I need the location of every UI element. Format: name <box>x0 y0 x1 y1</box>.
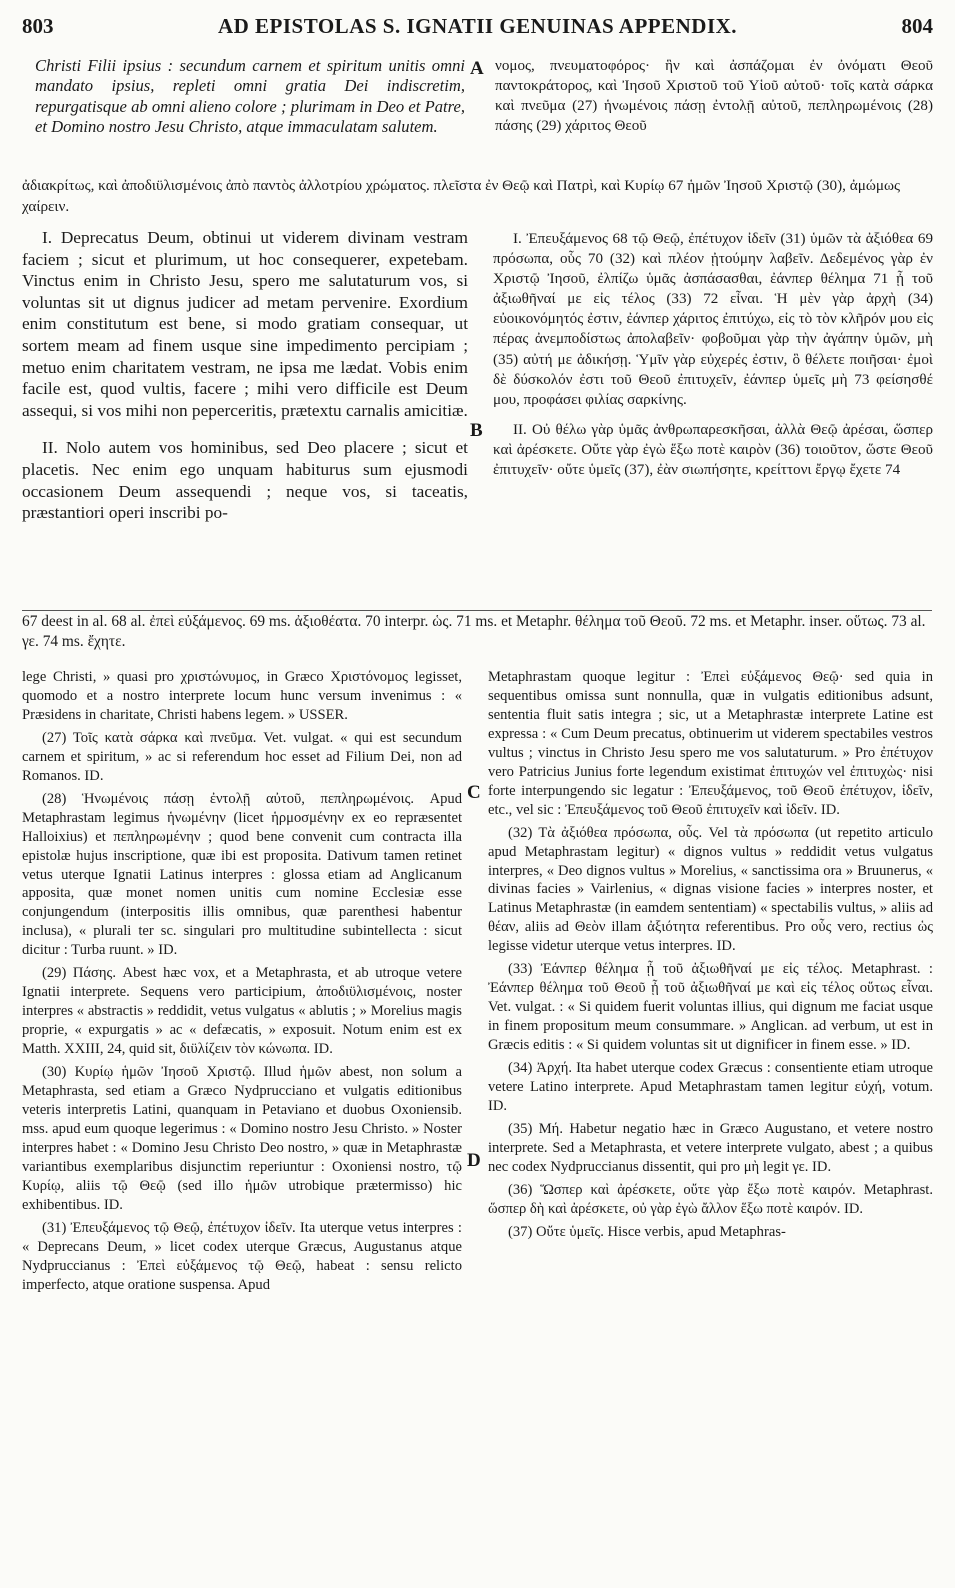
note: (31) Ἐπευξάμενος τῷ Θεῷ, ἐπέτυχον ἰδεῖν. Ita uterque vetus interpres : « Deprecans Deum, » licet codex uterque Græcus, Augustanus atque Nydpruccianus : Ἐπεὶ εὐξάμενος τῷ Θεῷ, habeat : sensu relicto imperfecto, atque oratione suspensa. Apud <box>22 1219 462 1293</box>
latin-paragraph-1: I. Deprecatus Deum, obtinui ut viderem divinam vestram faciem ; sicut et plurimum, ut hoc consequerer, expetebam. Vinctus enim in Christo Jesu, spero me salutaturum vos, si voluntas sit ut dignus judicer ad metam pervenire. Exordium enim constitutum est bene, si modo gratiam consequar, ut sortem meam ad finem usque sine impedimento percipiam ; metuo enim charitatem vestram, ne ipsa me lædat. Vobis enim facile est, quod vultis, facere ; mihi vero difficile est Deum assequi, si vos mihi non peperceritis, prætextu carnalis amicitiæ. <box>22 228 468 420</box>
intro-span-line <box>22 176 933 218</box>
note: (37) Οὔτε ὑμεῖς. Hisce verbis, apud Metaphras- <box>508 1223 786 1240</box>
note: (27) Τοῖς κατὰ σάρκα καὶ πνεῦμα. Vet. vulgat. « qui est secundum carnem et spiritum, » ac si referendum hoc esset ad Filium Dei, non ad Romanos. ID. <box>22 729 462 784</box>
intro-latin-text: Christi Filii ipsius : secundum carnem et spiritum unitis omni mandato ipsius, repleti omni gratia Dei indiscretim, repurgatisque ab omni alieno colore ; plurimam in Deo et Patre, et Domino nostro Jesu Christo, atque immaculatam salutem. <box>35 56 465 137</box>
note: (33) Ἐάνπερ θέλημα ᾖ τοῦ ἀξιωθῆναί με εἰς τέλος. Metaphrast. : Ἐάνπερ θέλημα τοῦ Θεοῦ ᾖ τοῦ ἀξιωθῆναί με καὶ εἰς τέλος οὕτως εἶναι. Vet. vulgat. : « Si quidem fuerit voluntas illius, qui dignum me faciat usque in finem propositum meum consummare. » Anglican. ad verbum, ut est in Græcis editis : « Si quidem voluntas sit ut dignificer in finem esse. » ID. <box>488 961 933 1054</box>
margin-letter-d: D <box>467 1150 481 1171</box>
margin-letter-a: A <box>470 58 484 79</box>
note: (29) Πάσης. Abest hæc vox, et a Metaphrasta, et ab utroque vetere Ignatii interprete. Sequens vero participium, ἀποδιϋλισμένοις, noster interpres « abstractis » reddidit, vetus vulgatus « ablutis ; » Morelius magis proprie, « expurgatis » ac « defæcatis, » exposuit. Notum enim est ex Matth. XXIII, 24, quid sit, διϋλίζειν τὸν κώνωπα. ID. <box>22 965 462 1058</box>
intro-greek-text: νομος, πνευματοφόρος· ἣν καὶ ἀσπάζομαι ἐν ὀνόματι Θεοῦ παντοκράτορος, καὶ Ἰησοῦ Χριστοῦ τοῦ Υἱοῦ αὐτοῦ· τοῖς κατὰ σάρκα καὶ πνεῦμα (27) ἡνωμένοις πάσῃ ἐντολῇ αὐτοῦ, πεπληρωμένοις (28) πάσης (29) χάριτος Θεοῦ <box>495 58 933 134</box>
page-header <box>22 14 933 42</box>
footnote-rule <box>22 610 932 611</box>
running-title: AD EPISTOLAS S. IGNATII GENUINAS APPENDIX. <box>217 14 738 38</box>
latin-column <box>22 227 468 603</box>
intro-greek <box>495 56 933 174</box>
note: Metaphrastam quoque legitur : Ἐπεὶ εὐξάμενος Θεῷ· sed quia in sequentibus omissa sunt nonnulla, quæ in vulgatis editionibus adsunt, sententia fluit satis integra ; sic, ut a Metaphrastæ interprete Latine est expressa : « Cum Deum precatus, obtinuerim ut viderem spectabiles vestros vultus ; vinctus in Christo Jesu spero me vos salutaturum. » Pro ἐπέτυχον vero Patricius Junius forte legendum existimat ἐπιτυχών vel ἐπιτυχὼς· nisi forte interpungendo sic legatur : Ἐπευξάμενος, τοῦ Θεοῦ ἐπέτυχον, ἰδεῖν, etc., vel sic : Ἐπευξάμενος τοῦ Θεοῦ ἐπιτυχεῖν καὶ ἰδεῖν. ID. <box>488 669 933 818</box>
footnotes <box>22 612 933 656</box>
note: (32) Τὰ ἀξιόθεα πρόσωπα, οὗς. Vel τὰ πρόσωπα (ut repetito articulo apud Metaphrastam legitur) « dignos vultus » reddidit vetus vulgatus interpres, « Deo dignos vultus » Morelius, « sanctissima ora » Bruunerus, « divinas facies » Vairlenius, « dignas visione facies » interpres noster, et Latinus Metaphrastæ (in eamdem sententiam) « spectabilis vultus, » aliis ad θέαν, aliis ad Θεὸν illam ἀξιότητα referentibus. Pro οὗς vero, rectius ὡς legisse videtur uterque vetus interpres. ID. <box>488 824 933 955</box>
greek-column <box>493 229 933 603</box>
margin-letter-c: C <box>467 782 481 803</box>
note: lege Christi, » quasi pro χριστώνυμος, in Græco Χριστόνομος legisset, quomodo et a nostro interprete locum hunc versum invenimus : « Præsidens in charitate, Christi habens legem. » USSER. <box>22 669 462 723</box>
note: (34) Ἀρχή. Ita habet uterque codex Græcus : consentiente etiam utroque vetere Latino interprete. Apud Metaphrastam tamen legitur εὐχή, votum. ID. <box>488 1060 933 1114</box>
page-number-left: 803 <box>22 14 54 38</box>
footnotes-text: 67 deest in al. 68 al. ἐπεὶ εὐξάμενος. 69 ms. ἀξιοθέατα. 70 interpr. ὡς. 71 ms. et Metaphr. θέλημα τοῦ Θεοῦ. 72 ms. et Metaphr. inser. οὕτως. 73 al. γε. 74 ms. ἔχητε. <box>22 613 926 650</box>
intro-latin <box>35 56 465 172</box>
note: (30) Κυρίῳ ἡμῶν Ἰησοῦ Χριστῷ. Illud ἡμῶν abest, non solum a Metaphrasta, sed etiam a Græco Nydprucciano et vulgatis editionibus veteris interpretis Latini, quanquam in Petaviano et duobus Oxoniensib. mss. apud eum quoque legerimus : « Domino nostro Jesu Christo. » Noster interpres habet : « Domino Jesu Christo Deo nostro, » quæ in Metaphrastæ variantibus exemplaribus disjunctim reperiuntur : Oxoniensi nostro, τῷ Κυρίῳ, aliis τῷ Θεῷ (sed illo ἡμῶν utrobique prætermisso) hic exhibentibus. ID. <box>22 1064 462 1213</box>
note: (35) Μή. Habetur negatio hæc in Græco Augustano, et vetere nostro interprete. Sed a Metaphrasta, et vetere interprete vulgato, abest ; a quibus nec codex Nydpruccianus dissentit, qui pro μὴ legit γε. ID. <box>488 1120 933 1175</box>
note: (36) Ὥσπερ καὶ ἀρέσκετε, οὔτε γὰρ ἕξω ποτὲ καιρόν. Metaphrast. ὥσπερ δὴ καὶ ἀρέσκετε, οὐ γὰρ ἐγὼ ἄλλον ἕξω ποτὲ καιρόν. ID. <box>488 1181 933 1217</box>
notes-left-column <box>22 668 462 1580</box>
note: (28) Ἡνωμένοις πάσῃ ἐντολῇ αὐτοῦ, πεπληρωμένοις. Apud Metaphrastam legimus ἡνωμένην (licet ἡρμοσμένην ex eo repræsentet Halloixius) et πεπληρωμένην ; quod bene convenit cum contracta illa epistolæ hujus inscriptione, quæ ibi est proposita. Dativum tamen retinet vetus uterque Ignatii Latinus interpres : glossa etiam ad Anglicanum apposita, quæ monet nomen unitis cum nomine Ecclesiæ esse conjungendum (interpositis illis omnibus, quæ parenthesi habentur inclusa), « plurali ter sc. singulari pro multitudine subintellecta : sicut dicitur : Turba ruunt. » ID. <box>22 790 462 959</box>
margin-letter-b: B <box>470 420 483 441</box>
intro-span-text: ἀδιακρίτως, καὶ ἀποδιϋλισμένοις ἀπὸ παντὸς ἀλλοτρίου χρώματος. πλεῖστα ἐν Θεῷ καὶ Πατρὶ, καὶ Κυρίῳ 67 ἡμῶν Ἰησοῦ Χριστῷ (30), ἀμώμως χαίρειν. <box>22 177 900 215</box>
greek-paragraph-1: I. Ἐπευξάμενος 68 τῷ Θεῷ, ἐπέτυχον ἰδεῖν (31) ὑμῶν τὰ ἀξιόθεα 69 πρόσωπα, οὗς 70 (32) καὶ πλέον ᾐτούμην λαβεῖν. Δεδεμένος γὰρ ἐν Χριστῷ Ἰησοῦ, ἐλπίζω ὑμᾶς ἀσπάσασθαι, ἐάνπερ θέλημα 71 ᾖ τοῦ ἀξιωθῆναί με εἰς τέλος (33) 72 εἶναι. Ἡ μὲν γὰρ ἀρχὴ (34) εὐοικονόμητός ἐστιν, ἐάνπερ χάριτος ἐπιτύχω, εἰς τὸ τὸν κλῆρόν μου εἰς πέρας ἀνεμποδίστως ἀπολαβεῖν· φοβοῦμαι γὰρ τὴν ἀγάπην ὑμῶν, μὴ (35) αὐτή με ἀδικήσῃ. Ὑμῖν γὰρ εὐχερές ἐστιν, ὃ θέλετε ποιῆσαι· ἐμοὶ δὲ δύσκολόν ἐστι τοῦ Θεοῦ ἐπιτυχεῖν, ἐάνπερ ὑμεῖς μὴ 73 φείσησθέ μου, προφάσει φιλίας σαρκίνης. <box>493 231 933 408</box>
spacer <box>22 425 468 437</box>
notes-right-column <box>488 668 933 1580</box>
page-number-right: 804 <box>901 14 933 38</box>
latin-paragraph-2: II. Nolo autem vos hominibus, sed Deo placere ; sicut et placetis. Nec enim ego unquam habiturus sum ejusmodi occasionem Deum assequendi ; neque vos, si taceatis, præstantiori operi inscribi po- <box>22 438 468 523</box>
greek-paragraph-2: II. Οὐ θέλω γὰρ ὑμᾶς ἀνθρωπαρεσκῆσαι, ἀλλὰ Θεῷ ἀρέσαι, ὥσπερ καὶ ἀρέσκετε. Οὔτε γὰρ ἐγὼ ἕξω ποτὲ καιρὸν (36) τοιοῦτον, ὥστε Θεοῦ ἐπιτυχεῖν· οὔτε ὑμεῖς (37), ἐὰν σιωπήσητε, κρείττονι ἔργῳ ἔχετε 74 <box>493 421 933 479</box>
